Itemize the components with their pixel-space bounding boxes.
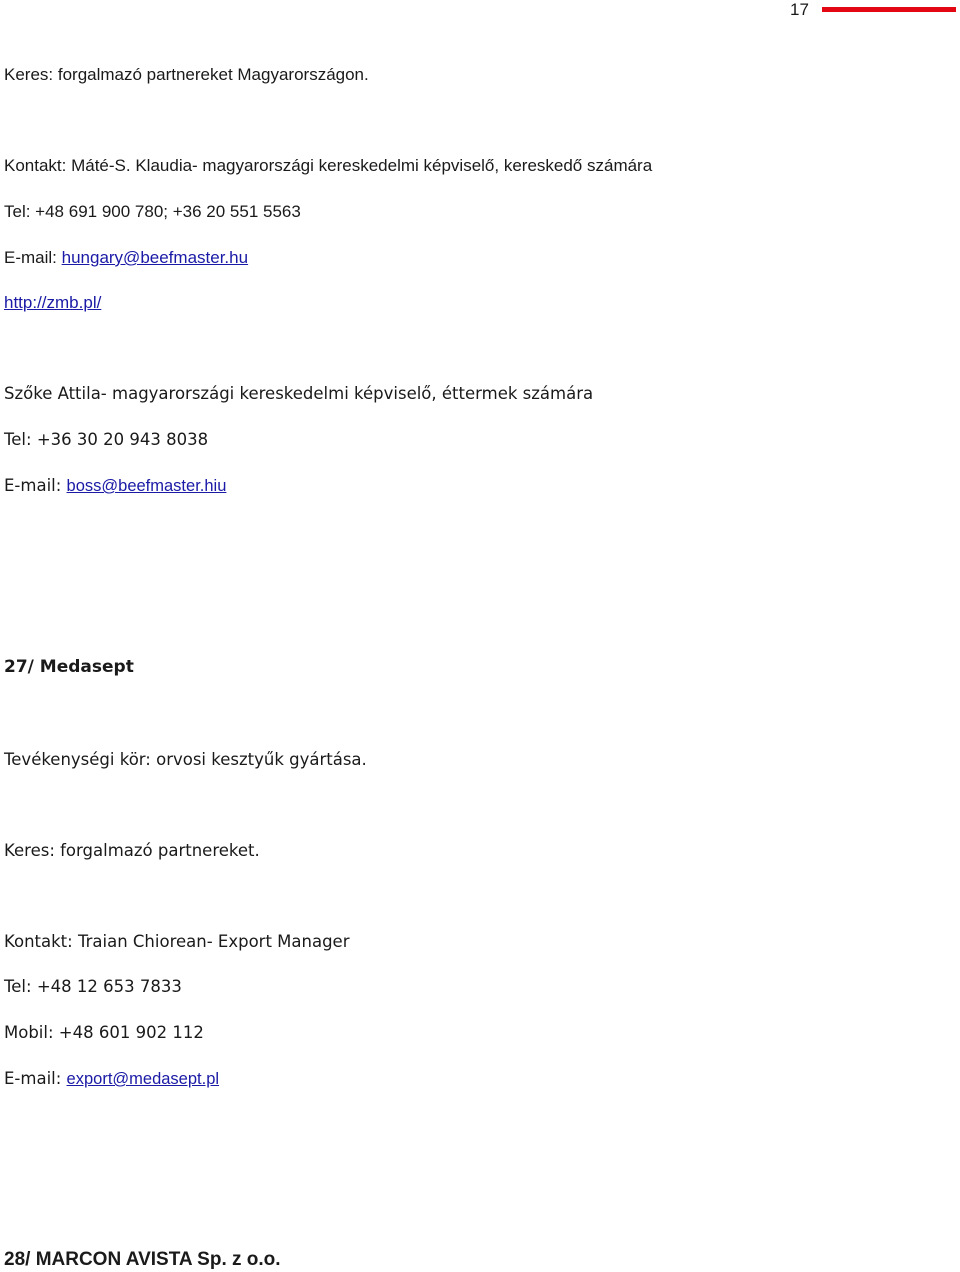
email-label-2: E-mail:	[4, 476, 67, 495]
email-link-2[interactable]: boss@beefmaster.hiu	[66, 477, 227, 495]
mobile-text-27: Mobil: +48 601 902 112	[4, 1023, 204, 1042]
activity-text: Tevékenységi kör: orvosi kesztyűk gyártása.	[4, 750, 367, 769]
contact-text: Kontakt: Máté-S. Klaudia- magyarországi kereskedelmi képviselő, kereskedő számára	[4, 156, 653, 175]
tel-text: Tel: +48 691 900 780; +36 20 551 5563	[4, 202, 301, 221]
contact-text-2: Szőke Attila- magyarországi kereskedelmi képviselő, éttermek számára	[4, 384, 594, 403]
website-line	[4, 292, 101, 314]
email-line	[4, 247, 248, 269]
tel-text-2: Tel: +36 30 20 943 8038	[4, 430, 209, 449]
email-label-27: E-mail:	[4, 1069, 67, 1088]
company-heading-28: 28/ MARCON AVISTA Sp. z o.o.	[4, 1249, 281, 1270]
email-label: E-mail:	[4, 248, 62, 267]
header-accent-bar	[822, 7, 956, 12]
email-link[interactable]: hungary@beefmaster.hu	[61, 248, 249, 267]
website-link[interactable]: http://zmb.pl/	[4, 293, 102, 312]
email-line-27	[4, 1068, 219, 1090]
email-line-2	[4, 475, 226, 497]
company-heading-27: 27/ Medasept	[4, 657, 134, 677]
page-number: 17	[790, 0, 809, 19]
tel-text-27: Tel: +48 12 653 7833	[4, 977, 182, 996]
search-text: Keres: forgalmazó partnereket Magyarországon.	[4, 65, 369, 84]
email-link-27[interactable]: export@medasept.pl	[66, 1070, 220, 1088]
contact-text-27: Kontakt: Traian Chiorean- Export Manager	[4, 932, 350, 951]
search-text-27: Keres: forgalmazó partnereket.	[4, 841, 260, 860]
